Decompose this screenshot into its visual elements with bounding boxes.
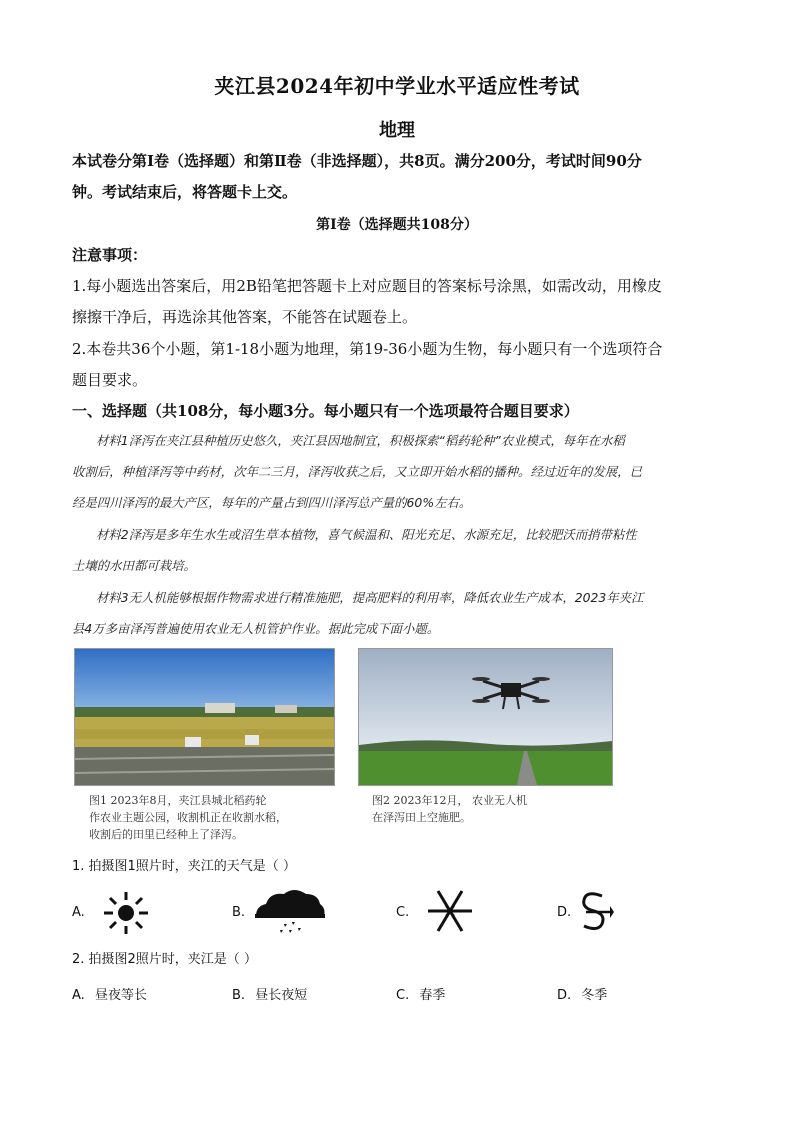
figure-1-caption-line-2: 作农业主题公园，收割机正在收割水稻， <box>89 811 287 824</box>
notice-item-1-line-1: 1.每小题选出答案后，用2B铅笔把答题卡上对应题目的答案标号涂黑，如需改动，用橡皮 <box>72 277 662 295</box>
hail-cloud-icon <box>252 884 328 936</box>
question-2-option-a[interactable] <box>72 984 147 1003</box>
option-letter: B. <box>232 988 246 1003</box>
figure-2-caption-line-1: 图2 2023年12月， 农业无人机 <box>372 794 527 807</box>
notice-item-2-line-2: 题目要求。 <box>72 371 148 389</box>
question-1-option-b[interactable] <box>232 905 245 920</box>
question-1-stem: 1. 拍摄图1照片时，夹江的天气是（ ） <box>72 859 296 874</box>
figure-1-caption-line-1: 图1 2023年8月，夹江县城北稻药轮 <box>89 794 267 807</box>
option-letter: A. <box>72 988 85 1003</box>
material-3-line-1: 材料3无人机能够根据作物需求进行精准施肥，提高肥料的利用率，降低农业生产成本，2023年夹江 <box>96 590 644 605</box>
exam-title: 夹江县2024年初中学业水平适应性考试 <box>214 74 580 98</box>
sandstorm-icon <box>576 888 616 934</box>
question-2-option-d[interactable] <box>557 984 607 1003</box>
material-1-line-1: 材料1泽泻在夹江县种植历史悠久，夹江县因地制宜，积极探索“稻药轮种”农业模式，每年在水稻 <box>96 433 625 448</box>
material-3-line-2: 县4万多亩泽泻普遍使用农业无人机管护作业。据此完成下面小题。 <box>72 621 440 636</box>
snow-icon <box>424 886 476 936</box>
figure-1-photo <box>74 648 335 786</box>
figure-2-photo <box>358 648 613 786</box>
notice-item-1-line-2: 擦擦干净后，再选涂其他答案，不能答在试题卷上。 <box>72 308 418 326</box>
material-1-line-3: 经是四川泽泻的最大产区，每年的产量占到四川泽泻总产量的60%左右。 <box>72 495 472 510</box>
option-letter: C. <box>396 988 410 1003</box>
question-2-option-c[interactable] <box>396 984 445 1003</box>
notice-heading: 注意事项： <box>72 246 148 264</box>
section-title: 第Ⅰ卷（选择题共108分） <box>316 217 478 233</box>
option-text: 春季 <box>419 988 446 1003</box>
option-letter: C. <box>396 905 410 920</box>
figure-1-caption <box>89 792 339 843</box>
question-1-option-d[interactable] <box>557 905 571 920</box>
question-1-option-a[interactable] <box>72 905 85 920</box>
option-text: 昼长夜短 <box>255 988 308 1003</box>
material-2-line-1: 材料2泽泻是多年生水生或沼生草本植物，喜气候温和、阳光充足、水源充足，比较肥沃而捎带粘性 <box>96 527 637 542</box>
part-heading: 一、选择题（共108分，每小题3分。每小题只有一个选项最符合题目要求） <box>72 402 579 420</box>
option-text: 昼夜等长 <box>94 988 147 1003</box>
option-letter: B. <box>232 905 246 920</box>
option-letter: A. <box>72 905 85 920</box>
material-1-line-2: 收割后，种植泽泻等中药材，次年二三月，泽泻收获之后，又立即开始水稻的播种。经过近年的发展，已 <box>72 464 642 479</box>
option-letter: D. <box>557 988 572 1003</box>
figure-1-caption-line-3: 收割后的田里已经种上了泽泻。 <box>89 828 243 841</box>
intro-line-1: 本试卷分第Ⅰ卷（选择题）和第Ⅱ卷（非选择题），共8页。满分200分，考试时间90分 <box>72 152 642 170</box>
intro-line-2: 钟。考试结束后，将答题卡上交。 <box>72 183 298 201</box>
question-1-option-c[interactable] <box>396 905 409 920</box>
question-2-stem: 2. 拍摄图2照片时，夹江是（ ） <box>72 952 257 967</box>
subject-title: 地理 <box>379 120 415 141</box>
notice-item-2-line-1: 2.本卷共36个小题，第1-18小题为地理，第19-36小题为生物，每小题只有一个选项符合 <box>72 340 663 358</box>
question-2-option-b[interactable] <box>232 984 307 1003</box>
option-letter: D. <box>557 905 572 920</box>
figure-2-caption <box>372 792 612 826</box>
sun-icon <box>100 890 152 936</box>
option-text: 冬季 <box>581 988 608 1003</box>
figure-2-caption-line-2: 在泽泻田上空施肥。 <box>372 811 471 824</box>
material-2-line-2: 土壤的水田都可栽培。 <box>72 558 196 573</box>
